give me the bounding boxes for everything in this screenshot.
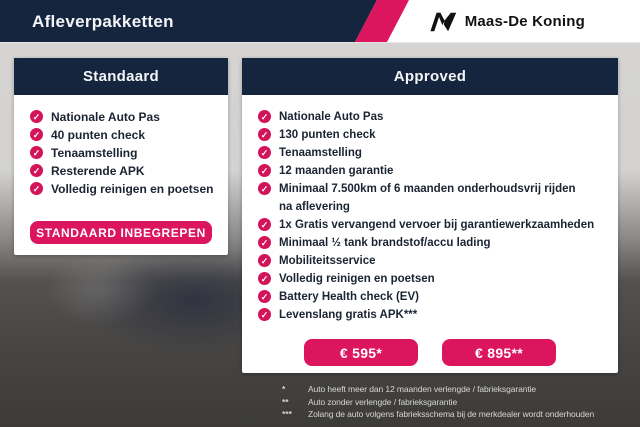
approved-card-header — [242, 58, 618, 95]
standard-package-list — [14, 95, 228, 198]
page-title: Afleverpakketten — [32, 12, 174, 31]
list-item — [30, 108, 214, 126]
list-item — [258, 180, 604, 216]
check-icon: ✓ — [258, 290, 271, 303]
price-595-button[interactable]: € 595* — [304, 339, 418, 366]
list-item — [258, 234, 604, 252]
approved-card-title: Approved — [393, 68, 467, 85]
list-item — [258, 252, 604, 270]
standard-card-header — [14, 58, 228, 95]
list-item — [30, 180, 214, 198]
package-item-label: Nationale Auto Pas — [51, 110, 160, 124]
check-icon: ✓ — [258, 236, 271, 249]
package-item-label: Volledig reinigen en poetsen — [279, 273, 435, 285]
list-item — [258, 144, 604, 162]
check-icon: ✓ — [258, 182, 271, 195]
check-icon: ✓ — [258, 308, 271, 321]
approved-package-card — [242, 58, 618, 373]
list-item — [30, 126, 214, 144]
check-icon: ✓ — [30, 182, 43, 195]
check-icon: ✓ — [258, 218, 271, 231]
check-icon: ✓ — [258, 128, 271, 141]
footnotes — [282, 383, 632, 421]
list-item — [30, 144, 214, 162]
footnote — [282, 396, 632, 409]
price-button-row — [242, 339, 618, 366]
footnote-marker: *** — [282, 409, 292, 419]
brand-logo — [430, 0, 585, 43]
list-item — [258, 216, 604, 234]
check-icon: ✓ — [258, 272, 271, 285]
check-icon: ✓ — [258, 164, 271, 177]
package-item-label: Tenaamstelling — [51, 146, 138, 160]
check-icon: ✓ — [30, 128, 43, 141]
package-item-label: Minimaal 7.500km of 6 maanden onderhoudsvrij rijden na aflevering — [279, 183, 576, 213]
approved-package-list — [242, 95, 618, 324]
package-item-label: Battery Health check (EV) — [279, 291, 419, 303]
package-item-label: Nationale Auto Pas — [279, 111, 384, 123]
footnote-text: Zolang de auto volgens fabrieksschema bij de merkdealer wordt onderhouden — [308, 409, 595, 419]
maas-de-koning-m-icon — [430, 12, 457, 32]
package-item-label: 130 punten check — [279, 129, 376, 141]
list-item — [30, 162, 214, 180]
package-item-label: Volledig reinigen en poetsen — [51, 182, 214, 196]
footnote-text: Auto heeft meer dan 12 maanden verlengde / fabrieksgarantie — [308, 384, 537, 394]
brand-name: Maas-De Koning — [464, 13, 585, 30]
package-item-label: 40 punten check — [51, 128, 146, 142]
package-item-label: Mobiliteitsservice — [279, 255, 376, 267]
standard-package-card — [14, 58, 228, 255]
package-item-label: 12 maanden garantie — [279, 165, 394, 177]
list-item — [258, 306, 604, 324]
price-895-button[interactable]: € 895** — [442, 339, 556, 366]
check-icon: ✓ — [30, 110, 43, 123]
check-icon: ✓ — [258, 110, 271, 123]
package-item-label: Minimaal ½ tank brandstof/accu lading — [279, 237, 491, 249]
check-icon: ✓ — [258, 254, 271, 267]
list-item — [258, 126, 604, 144]
list-item — [258, 288, 604, 306]
check-icon: ✓ — [30, 146, 43, 159]
list-item — [258, 270, 604, 288]
footnote-text: Auto zonder verlengde / fabrieksgarantie — [308, 396, 458, 407]
package-item-label: 1x Gratis vervangend vervoer bij garantiewerkzaamheden — [279, 219, 595, 231]
package-item-label: Levenslang gratis APK*** — [279, 309, 418, 321]
standard-included-button[interactable]: STANDAARD INBEGREPEN — [30, 221, 212, 244]
list-item — [258, 108, 604, 126]
footnote-marker: * — [282, 384, 286, 394]
header-bar — [0, 0, 640, 43]
footnote-marker: ** — [282, 396, 289, 407]
footnote — [282, 383, 632, 396]
standard-card-title: Standaard — [82, 68, 160, 85]
check-icon: ✓ — [30, 164, 43, 177]
package-item-label: Tenaamstelling — [279, 147, 362, 159]
check-icon: ✓ — [258, 146, 271, 159]
package-item-label: Resterende APK — [51, 164, 145, 178]
footnote — [282, 408, 632, 421]
list-item — [258, 162, 604, 180]
